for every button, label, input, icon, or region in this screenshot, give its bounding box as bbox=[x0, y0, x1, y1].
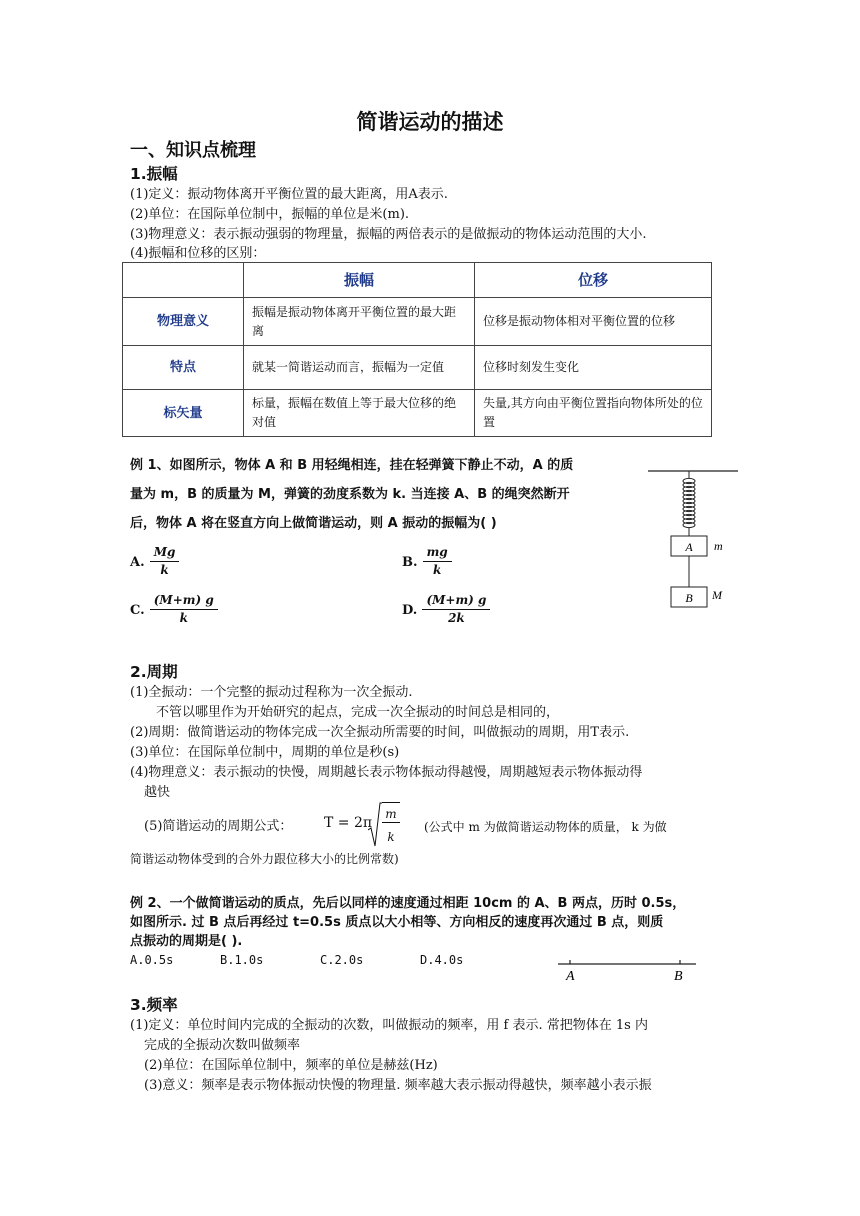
row-label: 标矢量 bbox=[123, 390, 244, 437]
mass-M-label: M bbox=[712, 588, 722, 602]
amplitude-meaning: (3)物理意义：表示振动强弱的物理量，振幅的两倍表示的是做振动的物体运动范围的大小. bbox=[130, 227, 647, 242]
row-label: 特点 bbox=[123, 346, 244, 390]
period-line: 越快 bbox=[144, 785, 171, 800]
table-row bbox=[123, 346, 712, 390]
frequency-line: 完成的全振动次数叫做频率 bbox=[144, 1038, 301, 1053]
col-header-displacement: 位移 bbox=[475, 263, 712, 298]
row-label: 物理意义 bbox=[123, 298, 244, 346]
table-cell: 标量，振幅在数值上等于最大位移的绝对值 bbox=[244, 390, 475, 437]
block-a-label: A bbox=[685, 540, 693, 554]
table-corner bbox=[123, 263, 244, 298]
frequency-line: (2)单位：在国际单位制中，频率的单位是赫兹(Hz) bbox=[144, 1058, 438, 1073]
example2-line: 如图所示. 过 B 点后再经过 t=0.5s 质点以大小相等、方向相反的速度再次通过 B 点，则质 bbox=[130, 915, 664, 930]
example1-option-c: C. $\frac{(M+m) g}{k}$ bbox=[130, 592, 218, 627]
example2-line: 点振动的周期是( ). bbox=[130, 934, 243, 949]
formula-numerator: m bbox=[382, 806, 400, 823]
page-title: 简谐运动的描述 bbox=[356, 110, 504, 134]
comparison-table bbox=[122, 262, 712, 437]
spring-coil bbox=[683, 478, 695, 527]
amplitude-definition: (1)定义：振动物体离开平衡位置的最大距离，用A表示. bbox=[130, 187, 448, 202]
spring-mass-figure bbox=[640, 462, 750, 614]
point-b-label: B bbox=[674, 969, 683, 984]
frequency-line: (3)意义：频率是表示物体振动快慢的物理量. 频率越大表示振动得越快，频率越小表示振 bbox=[144, 1078, 652, 1093]
example2-option-c: C.2.0s bbox=[320, 953, 364, 967]
period-heading: 2.周期 bbox=[130, 663, 178, 681]
example1-option-b: B. $\frac{mg}{k}$ bbox=[402, 544, 452, 579]
formula-note: 简谐运动物体受到的合外力跟位移大小的比例常数) bbox=[130, 852, 399, 866]
sqrt-sign-icon bbox=[368, 802, 382, 848]
example1-line: 例 1、如图所示，物体 A 和 B 用轻绳相连，挂在轻弹簧下静止不动，A 的质 bbox=[130, 458, 574, 473]
period-formula-label: (5)简谐运动的周期公式： bbox=[144, 819, 293, 834]
table-row bbox=[123, 298, 712, 346]
table-cell: 位移是振动物体相对平衡位置的位移 bbox=[475, 298, 712, 346]
ab-line-figure bbox=[552, 950, 702, 986]
period-line: 不管以哪里作为开始研究的起点，完成一次全振动的时间总是相同的， bbox=[156, 705, 560, 720]
mass-m-label: m bbox=[714, 539, 723, 553]
formula-denominator: k bbox=[387, 830, 395, 844]
table-cell: 振幅是振动物体离开平衡位置的最大距离 bbox=[244, 298, 475, 346]
table-cell: 位移时刻发生变化 bbox=[475, 346, 712, 390]
table-header-row bbox=[123, 263, 712, 298]
example2-option-b: B.1.0s bbox=[220, 953, 264, 967]
period-line: (4)物理意义：表示振动的快慢，周期越长表示物体振动得越慢，周期越短表示物体振动得 bbox=[130, 765, 643, 780]
period-line: (3)单位：在国际单位制中，周期的单位是秒(s) bbox=[130, 745, 400, 760]
amplitude-difference: (4)振幅和位移的区别： bbox=[130, 246, 266, 261]
amplitude-unit: (2)单位：在国际单位制中，振幅的单位是米(m). bbox=[130, 207, 410, 222]
example1-option-d: D. $\frac{(M+m) g}{2k}$ bbox=[402, 592, 490, 627]
frequency-heading: 3.频率 bbox=[130, 996, 178, 1014]
col-header-amplitude: 振幅 bbox=[244, 263, 475, 298]
table-cell: 就某一简谐运动而言，振幅为一定值 bbox=[244, 346, 475, 390]
example1-line: 量为 m，B 的质量为 M，弹簧的劲度系数为 k. 当连接 A、B 的绳突然断开 bbox=[130, 487, 570, 502]
section-heading: 一、知识点梳理 bbox=[130, 140, 256, 161]
example2-line: 例 2、一个做简谐运动的质点，先后以同样的速度通过相距 10cm 的 A、B 两点，历时 0.5s， bbox=[130, 896, 686, 911]
formula-note: (公式中 m 为做简谐运动物体的质量， k 为做 bbox=[424, 820, 667, 834]
amplitude-heading: 1.振幅 bbox=[130, 165, 178, 183]
period-line: (2)周期：做简谐运动的物体完成一次全振动所需要的时间，叫做振动的周期，用T表示. bbox=[130, 725, 630, 740]
example2-option-d: D.4.0s bbox=[420, 953, 464, 967]
example1-option-a: A. $\frac{Mg}{k}$ bbox=[130, 544, 179, 579]
period-formula-lhs: T = 2π bbox=[324, 815, 373, 831]
example1-line: 后，物体 A 将在竖直方向上做简谐运动，则 A 振动的振幅为( ) bbox=[130, 516, 497, 531]
period-line: (1)全振动：一个完整的振动过程称为一次全振动. bbox=[130, 685, 413, 700]
example2-option-a: A.0.5s bbox=[130, 953, 174, 967]
block-b-label: B bbox=[685, 591, 693, 605]
frequency-line: (1)定义：单位时间内完成的全振动的次数，叫做振动的频率，用 f 表示. 常把物体在 1s 内 bbox=[130, 1018, 648, 1033]
table-cell: 失量,其方向由平衡位置指向物体所处的位置 bbox=[475, 390, 712, 437]
point-a-label: A bbox=[566, 969, 575, 984]
sqrt-bar bbox=[382, 802, 400, 803]
table-row bbox=[123, 390, 712, 437]
